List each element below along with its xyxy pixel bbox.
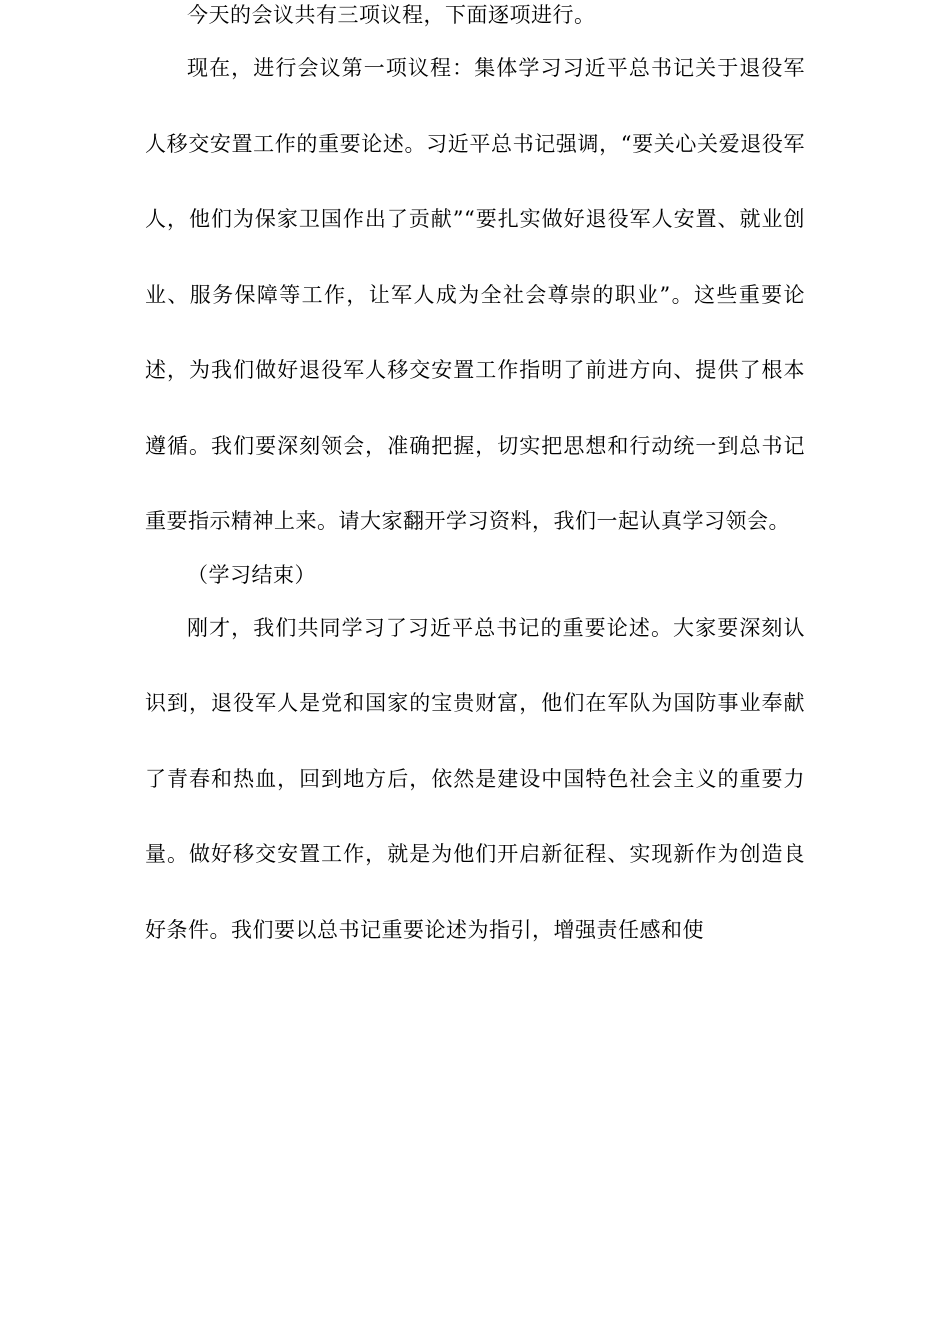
agenda-intro-paragraph: 今天的会议共有三项议程，下面逐项进行。: [187, 3, 596, 27]
first-agenda-paragraph: 现在，进行会议第一项议程：集体学习习近平总书记关于退役军人移交安置工作的重要论述。习近平总书记强调，“要关心关爱退役军人，他们为保家卫国作出了贡献”“要扎实做好退役军人安置、就业创业、服务保障等工作，让军人成为全社会尊崇的职业”。这些重要论述，为我们做好退役军人移交安置工作指明了前进方向、提供了根本遵循。我们要深刻领会，准确把握，切实把思想和行动统一到总书记重要指示精神上来。请大家翻开学习资料，我们一起认真学习领会。: [145, 56, 805, 533]
study-summary-paragraph: 刚才，我们共同学习了习近平总书记的重要论述。大家要深刻认识到，退役军人是党和国家的宝贵财富，他们在军队为国防事业奉献了青春和热血，回到地方后，依然是建设中国特色社会主义的重要力量。做好移交安置工作，就是为他们开启新征程、实现新作为创造良好条件。我们要以总书记重要论述为指引，增强责任感和使: [145, 615, 805, 942]
document-body: [145, 0, 805, 968]
study-end-note: （学习结束）: [187, 562, 316, 587]
